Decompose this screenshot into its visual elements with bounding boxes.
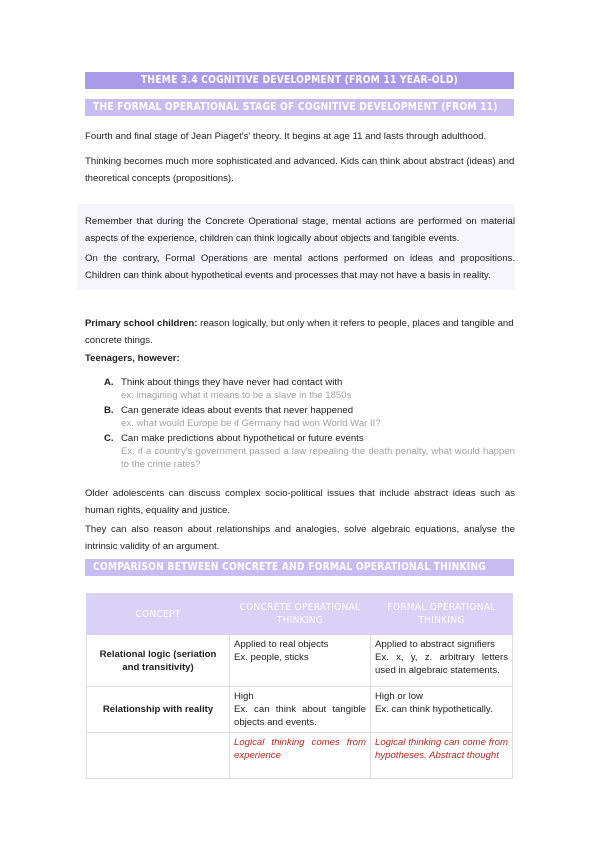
list-item-example: ex. what would Europe be if Germany had won World War II? — [121, 418, 381, 429]
cell-line: Ex. x, y, z. arbitrary letters used in algebraic statements. — [375, 652, 508, 676]
table-header-row — [87, 594, 513, 635]
cell-line: Logical thinking comes from experience — [234, 737, 366, 761]
list-item-text: Can generate ideas about events that never happened — [121, 405, 354, 416]
comparison-table — [86, 593, 513, 779]
cell-concrete — [230, 687, 371, 733]
cell-line: Applied to real objects — [234, 639, 329, 650]
table-row — [87, 635, 513, 687]
section-heading-comparison: COMPARISON BETWEEN CONCRETE AND FORMAL OPERATIONAL THINKING — [85, 559, 514, 576]
relationships-paragraph: They can also reason about relationships and analogies, solve algebraic equations, analyse the intrinsic validity of an argument. — [85, 524, 515, 552]
list-letter: A. — [104, 377, 114, 388]
list-item-text: Think about things they have never had contact with — [121, 377, 343, 388]
cell-line: Logical thinking can come from hypotheses. Abstract thought — [375, 737, 508, 761]
cell-formal — [371, 687, 513, 733]
list-letter: B. — [104, 405, 114, 416]
list-item-text: Can make predictions about hypothetical or future events — [121, 433, 364, 444]
list-item — [104, 376, 515, 402]
header-concept: CONCEPT — [87, 594, 230, 635]
cell-line: High — [234, 691, 254, 702]
teenagers-label: Teenagers, however: — [85, 353, 180, 364]
table-row — [87, 733, 513, 779]
row-concept — [87, 733, 230, 779]
cell-formal — [371, 635, 513, 687]
cell-concrete — [230, 635, 371, 687]
primary-school-paragraph — [85, 315, 515, 349]
reminder-paragraph-1: Remember that during the Concrete Operational stage, mental actions are performed on material aspects of the experience, children can think logically about objects and tangible events. — [85, 216, 515, 244]
row-concept: Relationship with reality — [87, 687, 230, 733]
row-concept: Relational logic (seriation and transitivity) — [87, 635, 230, 687]
cell-concrete — [230, 733, 371, 779]
list-item — [104, 432, 515, 471]
intro-paragraph-1: Fourth and final stage of Jean Piaget's' theory. It begins at age 11 and lasts through adulthood. — [85, 131, 487, 142]
cell-line: Applied to abstract signifiers — [375, 639, 495, 650]
list-item-example: Ex. if a country's government passed a law repealing the death penalty, what would happen to the crime rates? — [121, 446, 515, 470]
header-formal: FORMAL OPERATIONAL THINKING — [371, 594, 513, 635]
teenager-abilities-list — [104, 376, 515, 471]
reminder-paragraph-2: On the contrary, Formal Operations are mental actions performed on ideas and propositions. Children can think about hypothetical events and processes that may not have a basis in reality. — [85, 253, 515, 281]
header-concrete: CONCRETE OPERATIONAL THINKING — [230, 594, 371, 635]
cell-formal — [371, 733, 513, 779]
cell-line: Ex. people, sticks — [234, 652, 309, 663]
list-letter: C. — [104, 433, 114, 444]
cell-line: Ex. can think about tangible objects and events. — [234, 704, 366, 728]
theme-title-banner: THEME 3.4 COGNITIVE DEVELOPMENT (FROM 11 YEAR-OLD) — [85, 72, 514, 89]
list-item-example: ex. imagining what it means to be a slave in the 1850s — [121, 390, 352, 401]
primary-school-text: reason logically, but only when it refers to people, places and tangible and concrete things. — [85, 318, 514, 346]
table-row — [87, 687, 513, 733]
cell-line: Ex. can think hypothetically. — [375, 704, 493, 715]
intro-paragraph-2: Thinking becomes much more sophisticated and advanced. Kids can think about abstract (ideas) and theoretical concepts (propositions). — [85, 156, 515, 184]
list-item — [104, 404, 515, 430]
older-adolescents-paragraph: Older adolescents can discuss complex socio-political issues that include abstract ideas such as human rights, equality and justice. — [85, 488, 515, 516]
cell-line: High or low — [375, 691, 423, 702]
primary-school-label: Primary school children: — [85, 318, 198, 329]
section-heading-formal-stage: THE FORMAL OPERATIONAL STAGE OF COGNITIVE DEVELOPMENT (FROM 11) — [85, 99, 514, 116]
